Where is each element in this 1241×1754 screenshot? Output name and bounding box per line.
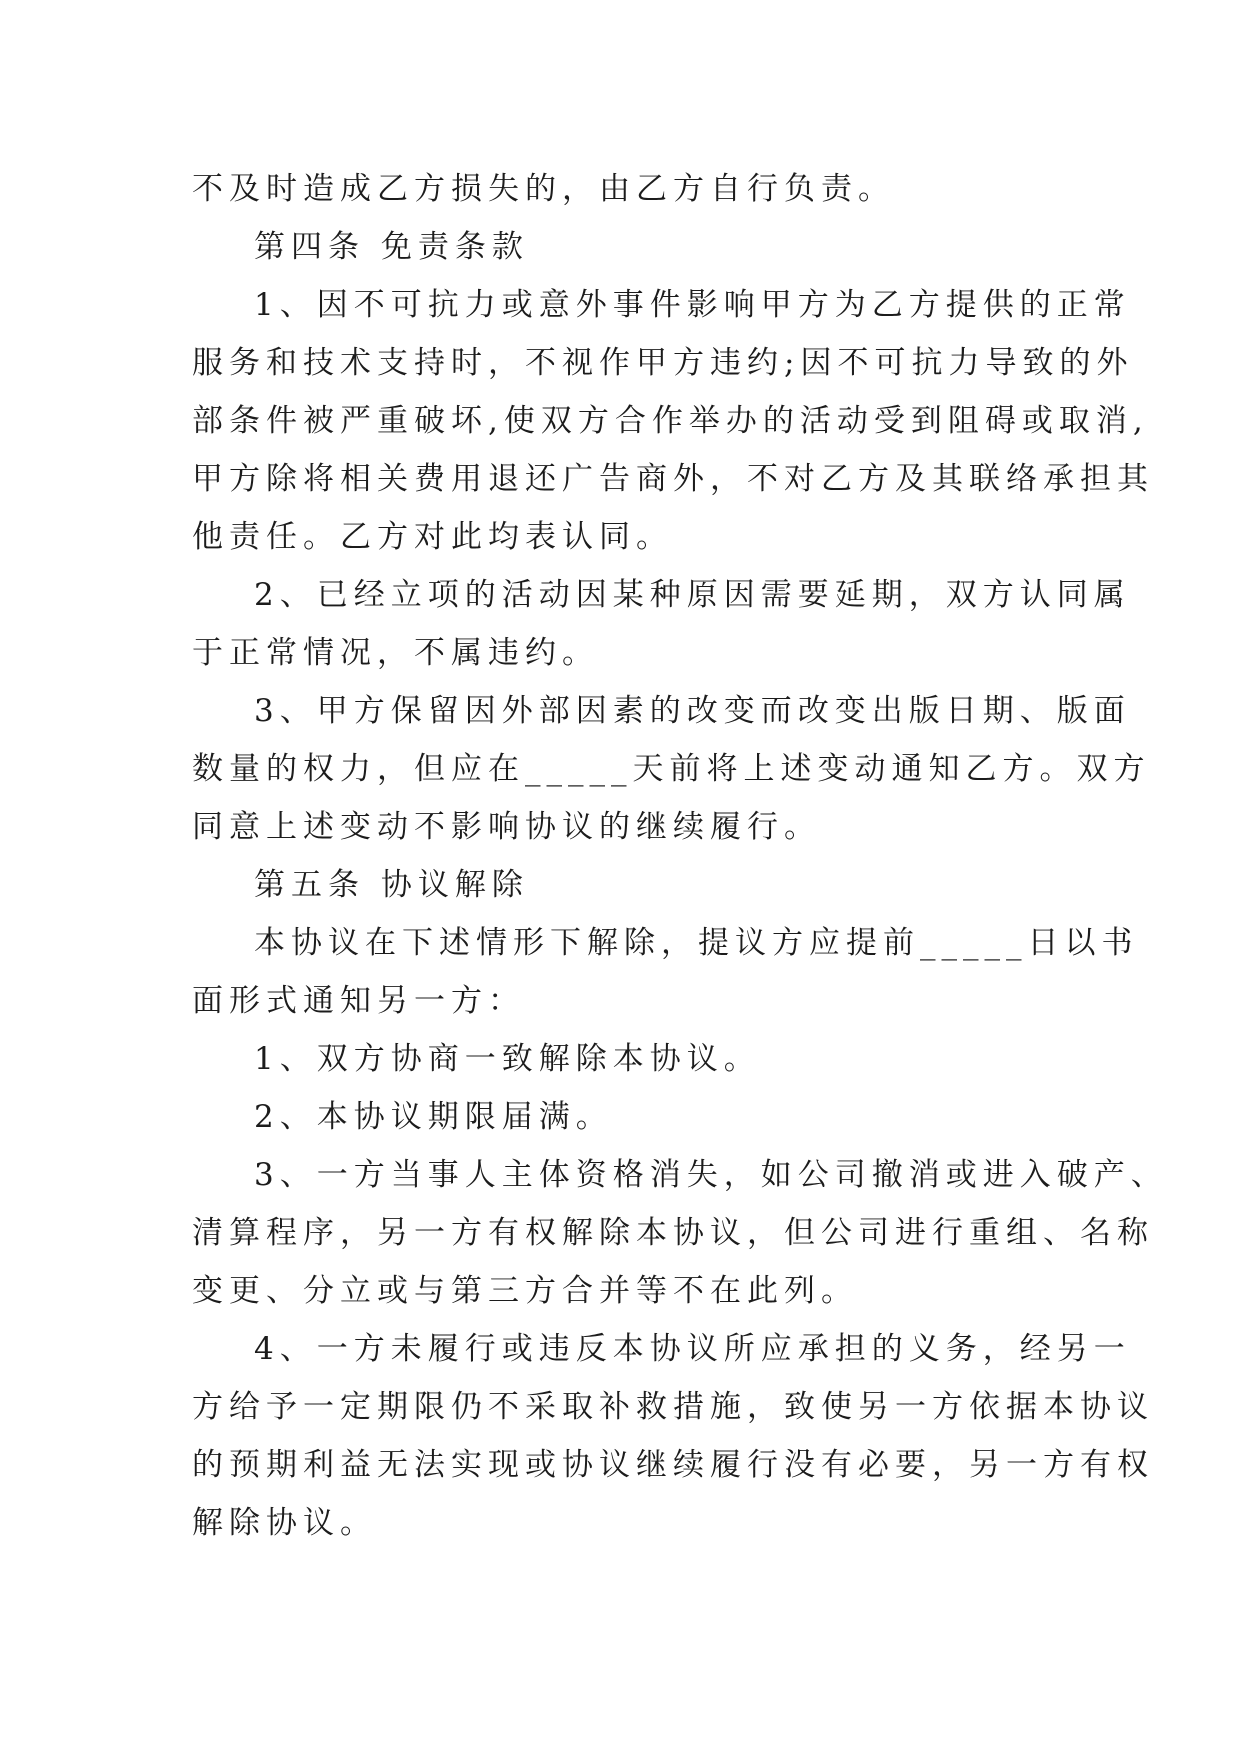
text-line-16: 1、双方协商一致解除本协议。 <box>254 1041 761 1077</box>
text-line-9: 于正常情况，不属违约。 <box>192 635 599 671</box>
text-line-12: 同意上述变动不影响协议的继续履行。 <box>192 809 821 845</box>
text-line-19: 清算程序，另一方有权解除本协议，但公司进行重组、名称 <box>192 1215 1154 1251</box>
document-page <box>192 160 1168 1552</box>
text-line-1: 不及时造成乙方损失的，由乙方自行负责。 <box>192 171 895 207</box>
text-line-11: 数量的权力，但应在_____天前将上述变动通知乙方。双方 <box>192 751 1151 787</box>
text-line-4: 服务和技术支持时，不视作甲方违约;因不可抗力导致的外 <box>192 345 1134 381</box>
section-heading-5: 第五条 协议解除 <box>254 867 529 903</box>
text-line-5: 部条件被严重破坏,使双方合作举办的活动受到阻碍或取消, <box>192 403 1149 439</box>
text-line-8: 2、已经立项的活动因某种原因需要延期，双方认同属 <box>254 577 1131 613</box>
section-heading-4: 第四条 免责条款 <box>254 229 529 265</box>
text-line-21: 4、一方未履行或违反本协议所应承担的义务，经另一 <box>254 1331 1131 1367</box>
text-line-3: 1、因不可抗力或意外事件影响甲方为乙方提供的正常 <box>254 287 1131 323</box>
text-line-18: 3、一方当事人主体资格消失，如公司撤消或进入破产、 <box>254 1157 1168 1193</box>
text-line-24: 解除协议。 <box>192 1505 377 1541</box>
text-line-17: 2、本协议期限届满。 <box>254 1099 613 1135</box>
text-line-20: 变更、分立或与第三方合并等不在此列。 <box>192 1273 858 1309</box>
text-line-22: 方给予一定期限仍不采取补救措施，致使另一方依据本协议 <box>192 1389 1154 1425</box>
text-line-6: 甲方除将相关费用退还广告商外，不对乙方及其联络承担其 <box>192 461 1154 497</box>
text-line-23: 的预期利益无法实现或协议继续履行没有必要，另一方有权 <box>192 1447 1154 1483</box>
text-line-15: 面形式通知另一方： <box>192 983 525 1019</box>
text-line-14: 本协议在下述情形下解除，提议方应提前_____日以书 <box>254 925 1139 961</box>
text-line-7: 他责任。乙方对此均表认同。 <box>192 519 673 555</box>
text-line-10: 3、甲方保留因外部因素的改变而改变出版日期、版面 <box>254 693 1131 729</box>
